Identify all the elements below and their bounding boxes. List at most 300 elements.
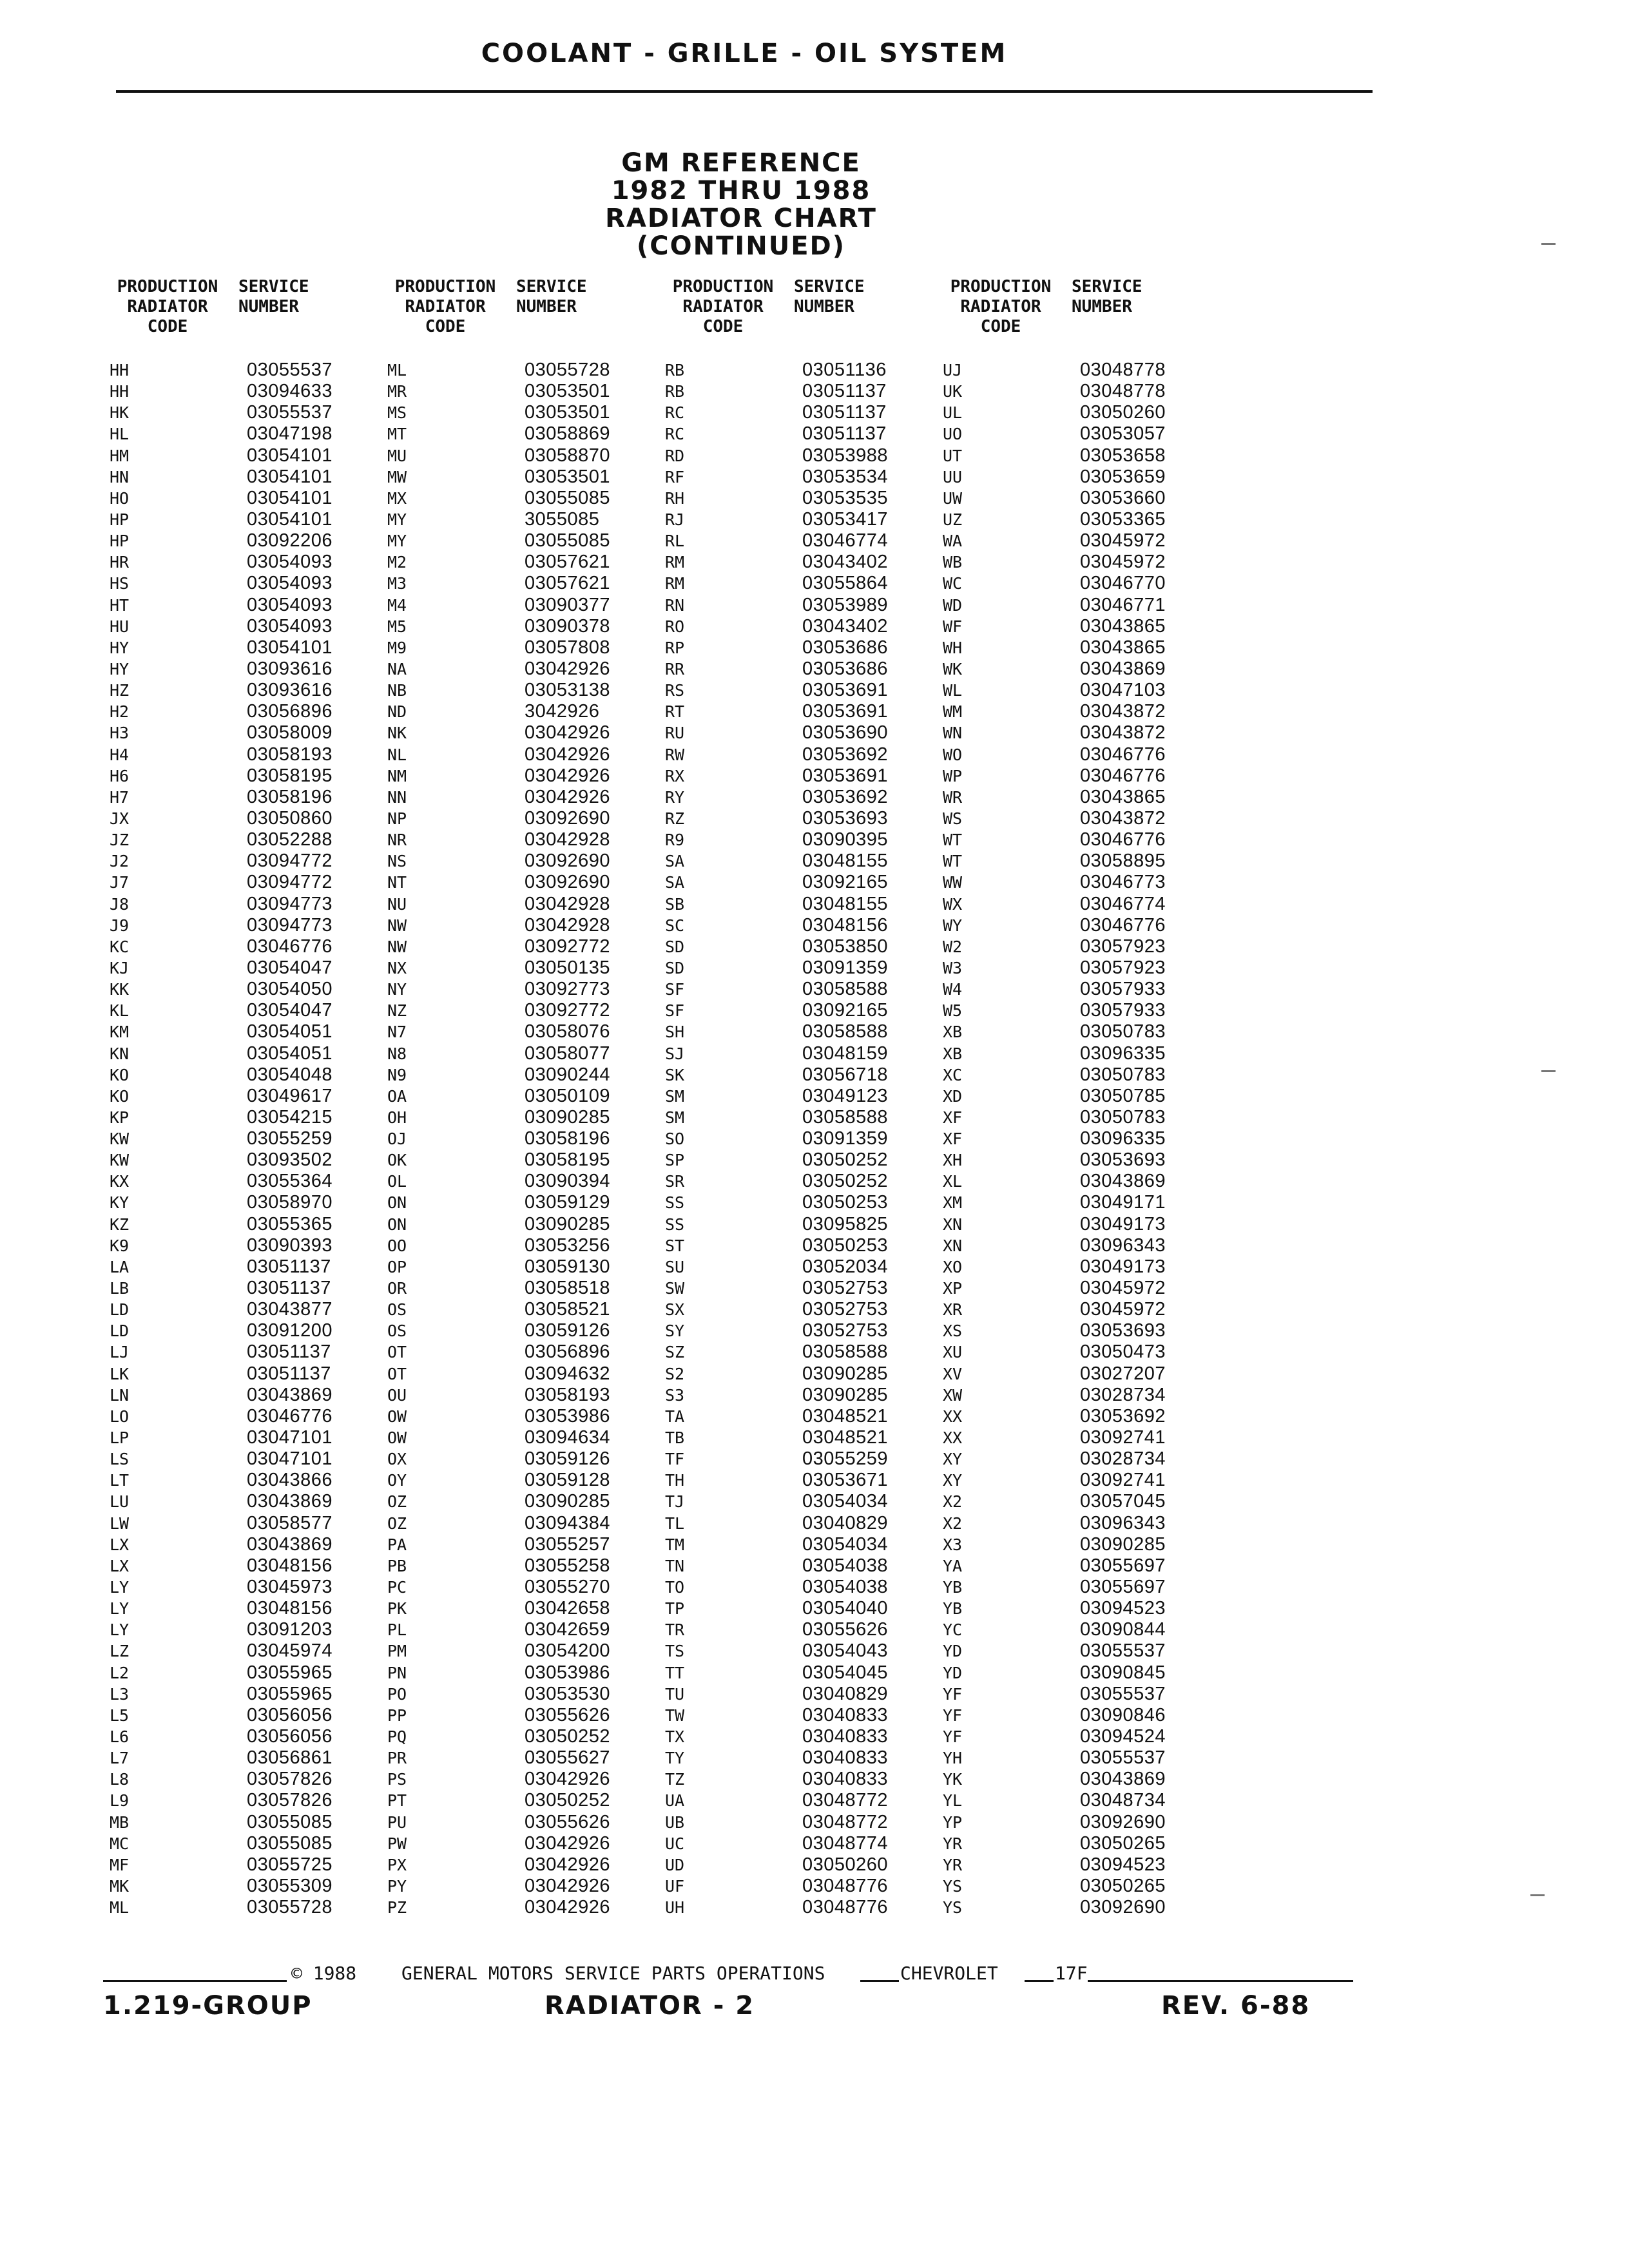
production-radiator-code: KP [110,1108,130,1127]
table-row [936,1491,1213,1512]
production-radiator-code: ST [665,1236,685,1255]
production-radiator-code: LO [110,1407,130,1426]
production-radiator-code: OY [387,1471,407,1490]
production-radiator-code: KK [110,980,130,999]
service-number: 03053850 [802,936,889,957]
header-line: PRODUCTION [394,277,496,296]
table-row [381,1619,658,1640]
service-number: 03051137 [802,381,887,402]
production-radiator-code: YH [943,1749,963,1768]
production-radiator-code: TS [665,1642,685,1661]
service-number: 03053658 [1080,445,1166,466]
service-number: 03090846 [1080,1704,1166,1725]
production-radiator-code: M2 [387,553,407,572]
service-number: 03058588 [802,1341,889,1363]
table-row [936,1385,1213,1406]
table-row [381,765,658,787]
production-radiator-code: OS [387,1300,407,1320]
production-radiator-code: HY [110,638,130,657]
production-radiator-code: RN [665,595,685,615]
table-row [381,1278,658,1299]
production-radiator-code: H2 [110,702,130,722]
table-row [936,466,1213,488]
table-row [381,1470,658,1491]
table-row [381,850,658,872]
table-row [103,1128,380,1149]
production-radiator-code: KO [110,1065,130,1084]
table-row [381,915,658,936]
service-number: 03043865 [1080,615,1166,637]
table-row [659,1812,936,1833]
table-row [659,872,936,893]
service-number: 03046776 [1080,914,1166,936]
table-row [659,1214,936,1235]
service-number: 03042658 [525,1598,611,1619]
production-radiator-code: OZ [387,1492,407,1512]
production-radiator-code: KW [110,1151,130,1170]
production-radiator-code: M4 [387,595,407,615]
service-number: 03042926 [525,1854,611,1875]
table-row [103,402,380,423]
table-row [659,1897,936,1918]
production-radiator-code: SF [665,1001,685,1021]
production-radiator-code: OJ [387,1129,407,1149]
table-row [381,488,658,509]
service-number: 03091200 [247,1320,333,1341]
production-radiator-code: NW [387,916,407,935]
service-number: 03090285 [802,1363,889,1384]
table-row [103,1812,380,1833]
table-row [659,637,936,658]
service-number: 03042926 [525,658,611,679]
service-number: 03046773 [1080,872,1166,893]
service-number: 03053693 [1080,1320,1166,1341]
production-radiator-code: XB [943,1023,963,1042]
table-row [936,1427,1213,1448]
service-number: 03050785 [1080,1085,1166,1106]
table-rows [103,360,380,1918]
table-row [103,1086,380,1107]
service-number: 03056896 [525,1341,611,1363]
service-number: 03094633 [247,381,333,402]
table-row [936,1769,1213,1790]
table-row [659,1448,936,1470]
service-number: 03043872 [1080,701,1166,722]
table-row [936,658,1213,680]
production-radiator-code: HT [110,595,130,615]
production-radiator-code: TA [665,1407,685,1426]
production-radiator-code: MK [110,1876,130,1896]
table-row [103,360,380,381]
service-number: 03048776 [802,1875,889,1896]
service-number: 03050252 [525,1726,611,1747]
production-radiator-code: PU [387,1812,407,1832]
production-radiator-code: ON [387,1215,407,1234]
table-row [381,1555,658,1577]
service-number: 03090285 [1080,1533,1166,1555]
production-radiator-code: XD [943,1086,963,1106]
production-radiator-code: KM [110,1023,130,1042]
production-radiator-code: KN [110,1044,130,1063]
table-row [659,1534,936,1555]
table-row [936,787,1213,808]
service-number: 03047103 [1080,680,1166,701]
production-radiator-code: H3 [110,724,130,743]
table-row [381,936,658,957]
table-row [381,1128,658,1149]
header-line: NUMBER [794,297,854,316]
production-radiator-code: SD [665,937,685,956]
production-radiator-code: WF [943,617,963,636]
service-number: 3042926 [525,701,600,722]
table-row [659,957,936,979]
service-number: 03048521 [802,1427,889,1448]
table-row [936,1171,1213,1192]
service-number: 03058518 [525,1278,611,1299]
service-number: 03091359 [802,957,889,978]
service-number: 03090395 [802,829,889,850]
table-row [659,1427,936,1448]
table-row [381,1513,658,1534]
table-row [936,1534,1213,1555]
service-number: 03058077 [525,1043,611,1064]
service-number: 03090394 [525,1171,611,1192]
table-row [936,1128,1213,1149]
production-radiator-code: H6 [110,766,130,785]
table-row [936,1598,1213,1619]
table-row [103,829,380,850]
service-number: 03047101 [247,1448,333,1470]
table-row [936,1341,1213,1363]
service-number: 03053691 [802,680,889,701]
table-row [659,402,936,423]
table-row [936,1299,1213,1320]
table-row [103,1427,380,1448]
service-number: 03053365 [1080,508,1166,530]
production-radiator-code: SY [665,1321,685,1341]
production-radiator-code: PB [387,1556,407,1575]
production-radiator-code: J2 [110,852,130,871]
table-row [659,1235,936,1256]
table-row [936,1256,1213,1278]
table-row [659,1385,936,1406]
production-radiator-code: NK [387,724,407,743]
production-radiator-code: LN [110,1385,130,1405]
table-row [936,1192,1213,1213]
table-row [936,1320,1213,1341]
table-row [936,744,1213,765]
table-row [103,1598,380,1619]
production-radiator-code: RH [665,488,685,508]
table-row [381,808,658,829]
table-row [659,1854,936,1876]
production-radiator-code: KJ [110,958,130,977]
table-row [103,1214,380,1235]
production-radiator-code: RZ [665,809,685,828]
table-row [103,680,380,701]
production-radiator-code: RW [665,745,685,764]
production-radiator-code: K9 [110,1236,130,1255]
service-number: 03094384 [525,1512,611,1533]
service-number: 03046771 [1080,594,1166,615]
service-number: 03050265 [1080,1875,1166,1896]
table-row [659,1619,936,1640]
production-radiator-code: RO [665,617,685,636]
table-row [381,1684,658,1705]
production-radiator-code: NA [387,659,407,678]
table-row [103,466,380,488]
table-row [381,509,658,530]
service-number: 03042926 [525,786,611,807]
service-number: 03050265 [1080,1832,1166,1854]
table-row [103,1705,380,1726]
service-number: 03054040 [802,1598,889,1619]
production-radiator-code: XV [943,1364,963,1383]
production-radiator-code: YD [943,1663,963,1682]
production-radiator-code: OR [387,1279,407,1298]
table-row [659,445,936,466]
service-number: 03092773 [525,979,611,1000]
header-line: NUMBER [516,297,577,316]
service-number-header [238,277,374,317]
table-row [103,957,380,979]
service-number: 03091359 [802,1128,889,1149]
service-number: 03052753 [802,1320,889,1341]
service-number: 03051137 [247,1341,331,1363]
production-radiator-code: UD [665,1855,685,1874]
table-row [659,1598,936,1619]
production-radiator-code: LK [110,1364,130,1383]
table-row [103,1149,380,1171]
production-radiator-code: S3 [665,1385,685,1405]
header-line: CODE [702,317,744,336]
table-row [103,722,380,744]
table-row [381,1043,658,1064]
header-line: RADIATOR [405,297,486,316]
production-radiator-code: KY [110,1193,130,1213]
service-number: 03054101 [247,466,333,487]
production-radiator-code: YL [943,1791,963,1811]
table-row [103,1513,380,1534]
table-row [936,1470,1213,1491]
footer-publisher: GENERAL MOTORS SERVICE PARTS OPERATIONS [401,1963,825,1984]
service-number: 03059130 [525,1256,611,1277]
table-row [659,488,936,509]
service-number: 03094773 [247,893,333,914]
service-number: 03050783 [1080,1064,1166,1085]
table-row [936,957,1213,979]
table-row [103,1320,380,1341]
table-row [381,402,658,423]
production-radiator-code: SW [665,1279,685,1298]
table-row [103,381,380,402]
production-radiator-code: L7 [110,1749,130,1768]
service-number: 03055085 [525,530,611,552]
production-radiator-code: M9 [387,638,407,657]
table-row [103,1577,380,1598]
service-number: 03053692 [802,744,889,765]
footer-code: 17F [1055,1963,1088,1984]
service-number: 03096343 [1080,1235,1166,1256]
table-row [936,402,1213,423]
production-radiator-code: PM [387,1642,407,1661]
table-row [936,1833,1213,1854]
table-row [103,573,380,594]
production-radiator-code: TM [665,1535,685,1554]
service-number: 03055085 [525,487,611,508]
table-row [659,1320,936,1341]
production-radiator-code: SB [665,894,685,914]
production-radiator-code: L9 [110,1791,130,1811]
production-radiator-code: XX [943,1407,963,1426]
production-radiator-code: YS [943,1876,963,1896]
service-number: 03043872 [1080,807,1166,829]
margin-mark [1541,1070,1556,1072]
production-radiator-code: N7 [387,1023,407,1042]
service-number: 03094772 [247,850,333,872]
production-radiator-code: NX [387,958,407,977]
table-row [936,1555,1213,1577]
service-number: 03057808 [525,637,611,658]
table-row [381,1769,658,1790]
table-row [659,680,936,701]
margin-mark [1530,1894,1545,1896]
table-row [936,1684,1213,1705]
production-radiator-code: SS [665,1193,685,1213]
production-radiator-code: OT [387,1364,407,1383]
production-radiator-code: LY [110,1599,130,1619]
service-number: 03050253 [802,1192,889,1213]
header-line: CODE [980,317,1021,336]
table-row [381,744,658,765]
production-radiator-code: JZ [110,831,130,850]
table-row [381,1299,658,1320]
production-radiator-code: XM [943,1193,963,1213]
production-radiator-code: HU [110,617,130,636]
service-number: 03046776 [247,1405,333,1427]
table-row [381,722,658,744]
production-radiator-code: RY [665,787,685,807]
production-radiator-code: YP [943,1812,963,1832]
production-radiator-code: ML [110,1898,130,1917]
service-number: 03058195 [525,1149,611,1171]
table-row [659,915,936,936]
production-radiator-code: NS [387,852,407,871]
production-radiator-code: HN [110,467,130,486]
production-radiator-code: XL [943,1172,963,1191]
production-radiator-code: XS [943,1321,963,1341]
production-radiator-code: TW [665,1706,685,1725]
production-radiator-code: SM [665,1086,685,1106]
service-number: 03055725 [247,1854,333,1875]
production-radiator-code: RM [665,574,685,593]
table-row [381,1363,658,1385]
service-number: 03092690 [525,850,611,872]
service-number: 03053989 [802,594,889,615]
service-number: 03050135 [525,957,611,978]
table-row [381,1427,658,1448]
production-radiator-code: LY [110,1578,130,1597]
production-radiator-code: LZ [110,1642,130,1661]
service-number: 03090244 [525,1064,611,1085]
service-number: 03092741 [1080,1470,1166,1491]
service-number: 03055537 [1080,1683,1166,1704]
production-radiator-code-header [936,277,1065,337]
production-radiator-code: N9 [387,1065,407,1084]
production-radiator-code: WD [943,595,963,615]
production-radiator-code: X3 [943,1535,963,1554]
service-number: 03054215 [247,1106,333,1128]
table-row [936,872,1213,893]
production-radiator-code: WH [943,638,963,657]
service-number: 03052753 [802,1299,889,1320]
service-number: 03053501 [525,466,611,487]
table-row [659,381,936,402]
production-radiator-code: LT [110,1471,130,1490]
production-radiator-code: SJ [665,1044,685,1063]
table-row [103,658,380,680]
service-number: 03053660 [1080,487,1166,508]
production-radiator-code: LP [110,1428,130,1448]
table-row [103,915,380,936]
table-row [103,1363,380,1385]
table-row [103,765,380,787]
table-row [936,360,1213,381]
service-number: 03046774 [802,530,889,552]
production-radiator-code: WL [943,681,963,700]
service-number: 03050783 [1080,1106,1166,1128]
production-radiator-code: SC [665,916,685,935]
table-row [103,1299,380,1320]
production-radiator-code: ML [387,361,407,380]
table-row [381,1640,658,1662]
production-radiator-code: NB [387,681,407,700]
table-row [103,1341,380,1363]
production-radiator-code: L2 [110,1663,130,1682]
service-number: 03096335 [1080,1043,1166,1064]
production-radiator-code: YB [943,1599,963,1619]
table-row [936,1214,1213,1235]
table-row [103,509,380,530]
service-number: 03054047 [247,957,333,978]
table-row [381,1790,658,1811]
service-number: 03055259 [802,1448,889,1470]
production-radiator-code: J8 [110,894,130,914]
service-number: 03055728 [525,360,611,380]
table-row [659,1363,936,1385]
production-radiator-code: TH [665,1471,685,1490]
table-row [659,787,936,808]
table-row [381,1149,658,1171]
table-row [659,1876,936,1897]
service-number: 03046770 [1080,573,1166,594]
table-row [659,1747,936,1769]
production-radiator-code: LS [110,1450,130,1469]
service-number: 03042926 [525,1875,611,1896]
production-radiator-code: TR [665,1620,685,1640]
service-number: 03043872 [1080,722,1166,744]
production-radiator-code: RP [665,638,685,657]
production-radiator-code: TP [665,1599,685,1619]
table-row [381,1705,658,1726]
production-radiator-code: MT [387,425,407,444]
table-row [381,1107,658,1128]
table-row [103,1854,380,1876]
service-number: 03092165 [802,1000,889,1021]
table-row [103,1448,380,1470]
production-radiator-code: XY [943,1471,963,1490]
service-number: 03054045 [802,1662,889,1683]
